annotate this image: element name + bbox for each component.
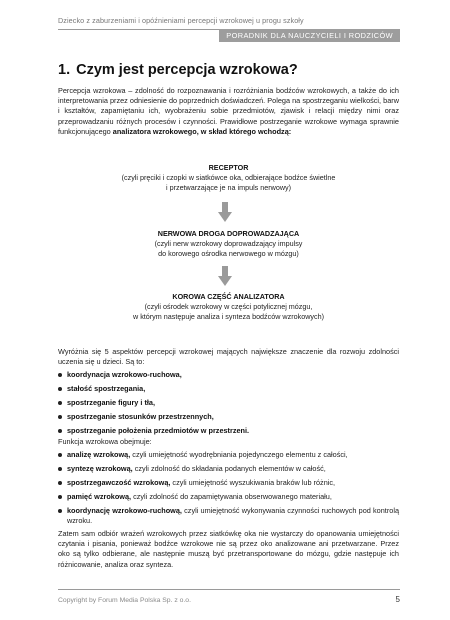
flow-stage-desc: (czyli pręciki i czopki w siatkówce oka, odbierające bodźce świetlne: [121, 173, 336, 183]
bullet-icon: [58, 415, 62, 419]
section-label: PORADNIK DLA NAUCZYCIELI I RODZICÓW: [219, 29, 400, 42]
bullet-icon: [58, 495, 62, 499]
page-number: 5: [395, 595, 400, 604]
flow-stage-receptor: [58, 163, 399, 194]
aspects-intro: Wyróżnia się 5 aspektów percepcji wzrokowej mających największe znaczenie dla rozwoju zdolności uczenia się u dzieci. Są to:: [58, 347, 399, 367]
bullet-icon: [58, 401, 62, 405]
running-header: Dziecko z zaburzeniami i opóźnieniami percepcji wzrokowej u progu szkoły: [58, 16, 304, 25]
arrow-down-icon: [218, 202, 232, 222]
list-item: spostrzeganie figury i tła,: [58, 398, 399, 408]
flow-stage-cortex: [58, 292, 399, 323]
list-item: spostrzeganie położenia przedmiotów w przestrzeni.: [58, 426, 399, 436]
functions-list: [58, 450, 399, 530]
flow-stage-desc: i przetwarzające je na impuls nerwowy): [165, 183, 292, 193]
footer-divider: [58, 589, 400, 590]
flow-stage-desc: (czyli ośrodek wzrokowy w części potylicznej mózgu,: [144, 302, 313, 312]
chapter-title: [58, 62, 298, 78]
intro-paragraph: [58, 86, 399, 137]
bullet-icon: [58, 387, 62, 391]
flow-stage-title: KOROWA CZĘŚĆ ANALIZATORA: [172, 292, 285, 301]
list-item: spostrzeganie stosunków przestrzennych,: [58, 412, 399, 422]
chapter-title-text: Czym jest percepcja wzrokowa?: [76, 62, 298, 78]
intro-bold: analizatora wzrokowego, w skład którego wchodzą:: [112, 126, 292, 136]
list-item: stałość spostrzegania,: [58, 384, 399, 394]
list-item: koordynację wzrokowo-ruchową, czyli umiejętność wykonywania czynności ruchowych pod kontrolą wzroku.: [58, 506, 399, 526]
flow-stage-desc: do korowego ośrodka nerwowego w mózgu): [158, 249, 299, 259]
bullet-icon: [58, 509, 62, 513]
list-item: koordynacja wzrokowo-ruchowa,: [58, 370, 399, 380]
bullet-icon: [58, 453, 62, 457]
flow-stage-title: RECEPTOR: [208, 163, 249, 172]
list-item: pamięć wzrokową, czyli zdolność do zapamiętywania obserwowanego materiału,: [58, 492, 399, 502]
functions-intro: Funkcja wzrokowa obejmuje:: [58, 437, 152, 446]
closing-paragraph: Zatem sam odbiór wrażeń wzrokowych przez siatkówkę oka nie wystarczy do opanowania umiejętności czytania i pisania, ponieważ bodźce wzrokowe nie są przez oko analizowane ani przetwarzane. Przez oko są tylko odbierane, ale następnie muszą być przetransportowane do mózgu, gdzie następuje ich różnicowanie, analiza oraz synteza.: [58, 529, 399, 569]
bullet-icon: [58, 373, 62, 377]
bullet-icon: [58, 481, 62, 485]
copyright-text: Copyright by Forum Media Polska Sp. z o.o.: [58, 597, 191, 604]
list-item: syntezę wzrokową, czyli zdolność do składania podanych elementów w całość,: [58, 464, 399, 474]
flow-stage-nerve: [58, 229, 399, 260]
flow-stage-title: NERWOWA DROGA DOPROWADZAJĄCA: [157, 229, 300, 238]
bullet-icon: [58, 429, 62, 433]
list-item: analizę wzrokową, czyli umiejętność wyodrębniania pojedynczego elementu z całości,: [58, 450, 399, 460]
flow-stage-desc: (czyli nerw wzrokowy doprowadzający impulsy: [154, 239, 303, 249]
intro-text: Percepcja wzrokowa – zdolność do rozpoznawania i rozróżniania bodźców wzrokowych, a także do ich interpretowania przez odniesienie do poprzednich doświadczeń. Polega na spostrzeganiu wielkości, barw i kształtów, zapamiętaniu ich, wyobrażeniu sobie przedmiotów, zjawisk i relacji między nimi oraz przeprowadzaniu różnych procesów i czynności. Prawidłowe postrzeganie wzrokowe wymaga sprawnie funkcjonującego: [58, 86, 399, 136]
aspects-list: [58, 370, 399, 440]
flow-stage-desc: w którym następuje analiza i synteza bodźców wzrokowych): [133, 312, 324, 322]
chapter-number: 1.: [58, 62, 71, 78]
list-item: spostrzegawczość wzrokową, czyli umiejętność wyszukiwania braków lub różnic,: [58, 478, 399, 488]
arrow-down-icon: [218, 266, 232, 286]
bullet-icon: [58, 467, 62, 471]
